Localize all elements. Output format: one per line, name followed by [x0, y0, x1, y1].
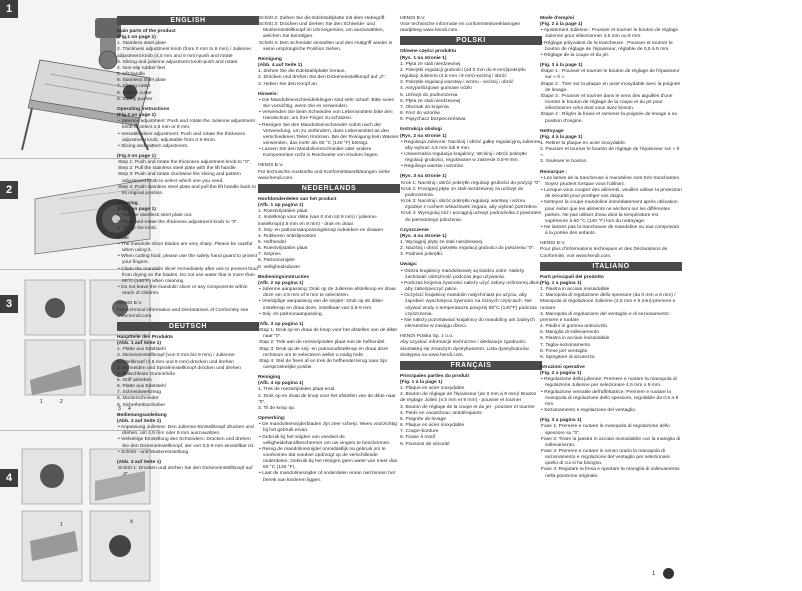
list-item: • Ajustement Julienne : Pousser et tourner le bouton de réglage Julienne pour sélectionner 4,5 mm ou 9 mm.	[541, 28, 679, 40]
brand-logo-icon	[663, 568, 674, 579]
list-item: 3. Podnieś pokrętło.	[400, 252, 444, 258]
list-item: • Regolazione della julienne: Premere e ruotare la manopola di regolazione Julienne per selezionare 4,5 mm o 9 mm.	[541, 377, 677, 389]
list-item: 3. Manopola di regolazione del ventaglio e di sezionamento: premere e ruotare	[540, 311, 670, 323]
figure-reference: (Afb. 3 op pagina 1)	[258, 321, 304, 327]
list-item: 4. Rutschfeste Gummifüße	[117, 371, 176, 377]
figure-reference: (Rys. 4 na stronie 1)	[400, 233, 447, 239]
section-heading: Cleaning	[117, 201, 138, 207]
list-item: 2. Dickeneinstellknopf (von 0 mm bis 9 mm) / Julienne-Einstellknopf (4,5 mm und 9 mm)-drücken und drehen	[117, 353, 236, 365]
section-heading: Uwaga:	[400, 262, 418, 268]
step-label: 1	[40, 399, 43, 405]
figure-reference: (Abb. 1 auf Seite 1)	[117, 341, 162, 347]
list-item: Stap 4: Stel de frees af en trek de hefhendel terug naar zijn oorspronkelijke positie.	[259, 358, 388, 370]
company-name: HENDI B.V.	[540, 241, 566, 247]
list-item: Étape 1 : Pousser et tourner le bouton de réglage de l'épaisseur sur « 0 ».	[541, 69, 680, 81]
figure-reference: (Rys. 2 na stronie 1)	[400, 133, 447, 139]
list-item: 3. Bouton de réglage de la coupe et du jet - pousser et tourner	[400, 404, 535, 410]
list-item: 1. Plaque en acier inoxydable	[400, 386, 465, 392]
list-item: Fase 3: Premere e ruotare in senso orario la manopola di sezionamento e regolazione del ventaglio per selezionare quello di cui si ha bisogno.	[541, 449, 670, 467]
company-info: Pour plus d'informations techniques et des Déclarations de Conformité, voir www.hendi.com.	[540, 247, 668, 259]
list-item: 1. Platte aus Edelstahl	[117, 347, 166, 353]
list-item: 6. Stainless steel plate	[117, 78, 166, 84]
list-item: 7. Coupe-bordure	[400, 429, 439, 435]
list-item: 7. Slicing cutter	[117, 84, 151, 90]
company-info: Voor technische informatie en conformiteitsverklaringen raadpleeg www.hendi.com.	[400, 22, 521, 34]
company-info: Für technische Auskünfte und Konformitätserklärungen siehe www.hendi.com.	[258, 169, 391, 181]
column-3	[400, 16, 542, 448]
list-item: • Die Mandolinenschneiderklingen sind sehr scharf. Bitte seien Sie vorsichtig, wenn Sie es verwenden.	[259, 97, 395, 110]
francais-header: FRANÇAIS	[400, 361, 542, 370]
section-heading: Instrukcja obsługi	[400, 127, 442, 133]
list-item: • Laat de mandolinesnijder of onderdelen ervan niet binnen het bereik van kinderen liggen.	[259, 471, 396, 483]
list-item: Stap 2: Trek aan de roestvrijstalen plaat met de hefhendel.	[259, 340, 386, 346]
list-item: 2. Pokrętło regulacji grubości (od 0 mm do 9 mm)/pokrętło regulacji Julienne (4,5 mm i 9 mm)-wciśnij i obróć	[400, 67, 526, 80]
list-item: Fase 1: Premere e ruotare la manopola di regolazione dello spessore su "0".	[541, 424, 670, 436]
step-label: 3	[118, 406, 121, 412]
section-heading: Principales parties du produit	[400, 373, 470, 379]
figure-reference: (Fig. 2 à la page 1)	[540, 22, 583, 28]
column-4	[540, 16, 682, 480]
list-item: • Julienne adjustment: Push and rotate the Julienne adjustment knob to select 4,5 mm or 9 mm.	[118, 119, 255, 131]
company-name: HENDI B.V.	[258, 163, 284, 169]
section-heading: Reiniging	[258, 375, 281, 381]
list-item: • Verwenden Sie beim Schneiden von Lebensmitteln bitte den Handschutz, um Ihre Finger zu schützen.	[259, 110, 393, 122]
company-info: Aby uzyskać informacje techniczne i deklaracje zgodności skontaktuj się zmaszym dystrybutorem. Lista dystrybutorów dostępna na www.hendi.com.	[400, 340, 529, 358]
list-item: • Anpassung Julienne: Den Julienne-Einstellknopf drücken und drehen, um 4,5 mm oder 9 mm auszuwählen.	[118, 425, 254, 437]
section-heading: Nettoyage	[540, 128, 564, 134]
figure-reference: (Fig. 1 à la page 1)	[400, 379, 443, 385]
list-item: 6. Plaque en acier inoxydable	[400, 423, 465, 429]
list-item: 4. Piedini in gomma antiscivolo	[540, 324, 608, 330]
list-item: • Lorsque vous coupez des aliments, veuillez utiliser la protection de sécurité pour protéger vos doigts.	[541, 188, 682, 200]
figure-number: 2	[0, 181, 18, 199]
list-item: 3. Lift up the knob.	[117, 225, 158, 231]
list-item: • Slicing and pattern adjustment.	[118, 143, 189, 149]
step-label: 4	[128, 406, 131, 412]
list-item: 9. Popychacz bezpieczeństwa	[400, 117, 466, 123]
list-item: • Reinigen Sie den Mandolinenschneider sofort nach der Verwendung, um zu verhindern, dass Lebensmittel an den verschiedenen Teilen trocknen. Bei der Reinigung kein Wasser verwenden, das mehr als 60 °C (140 °F) beträgt.	[259, 122, 399, 146]
list-item: • Ostrza krajalnicy mandolinowej są bardzo ostre. Należy zachować ostrożność podczas jego używania.	[401, 268, 525, 280]
list-item: Krok 1: Naciśnij i obróć pokrętło regulacji grubości do pozycji "0".	[401, 180, 542, 186]
list-item: Step 4: Push stainless steel plate and pull the lift handle back to its original position.	[118, 184, 257, 196]
figure-reference: (Fig.4 on page 1)	[117, 207, 156, 213]
section-heading: Mode d'emploi	[540, 16, 575, 21]
list-item: • De mandolinesnijderbladen zijn zeer scherp. Wees voorzichtig bij het gebruik ervan.	[259, 422, 397, 434]
figure-number: 1	[0, 0, 18, 18]
x-label: x	[130, 519, 133, 525]
list-item: 1. Ziehen Sie die Edelstahlplatte heraus.	[258, 69, 346, 75]
list-item: 1. Pull the stainless steel plate out.	[117, 213, 193, 219]
list-item: 2. Naciśnij i obróć pokrętło regulacji grubości do położenia "0".	[400, 246, 535, 252]
deutsch-header: DEUTSCH	[117, 322, 259, 331]
figure-reference: (Afb. 4 op pagina 1)	[258, 381, 304, 387]
list-item: 6. Platte aus Edelstahl	[117, 384, 166, 390]
list-item: 7. Schneidwerkzeug	[117, 390, 162, 396]
section-heading: Hinweis:	[258, 91, 279, 97]
italiano-header: ITALIANO	[540, 262, 682, 271]
list-item: • Regulacja Julienne: Naciśnij i obróć gałkę regulacyjną Julienne, aby wybrać 4,5 mm lub 9 mm.	[401, 139, 542, 151]
section-heading: Istruzioni operative	[540, 364, 585, 370]
figure-number: 3	[0, 295, 18, 313]
list-item: • Oczyścić krajalnicę mandolin natychmiast po użyciu, aby zapobiec wyschnięciu żywności na różnych częściach. Nie używać wody o temperaturze powyżej 60°C (140°F) podczas czyszczenia.	[401, 293, 537, 317]
figure-reference: (Fig. 4 à la page 1)	[540, 134, 583, 140]
list-item: 8. Frez do wzorów	[400, 111, 440, 117]
list-item: 3. Til de knop op.	[258, 405, 296, 411]
list-item: 7. Snijmes	[258, 252, 281, 258]
section-heading: Remarque :	[540, 169, 567, 175]
list-item: Étape 2 : Tirer sur la plaque en acier inoxydable avec la poignée de levage.	[541, 81, 681, 93]
list-item: Étape 3 : Pousser et tourner dans le sens des aiguilles d'une montre le bouton de réglage de la coupe et du jet pour sélectionner celui dont vous avez besoin.	[541, 93, 673, 112]
figure-reference: (Fig. 3 à la page 1)	[540, 63, 583, 69]
list-item: • Snij- en patroonaanpassing.	[259, 311, 323, 317]
list-item: 5. Lift handle	[117, 72, 146, 78]
list-item: 2. Bouton de réglage de l'épaisseur (de 0 mm à 9 mm)/ Bouton de réglage Julien (4,5 mm et 9 mm) - pousser et tourner	[400, 392, 537, 404]
section-heading: Main parts of the product	[117, 29, 176, 34]
list-item: • Schnitt - und Mustereinstellung.	[118, 449, 190, 455]
list-item: Krok 3: Naciśnij i obróć pokrętło regulacji warstwy i wzoru zgodnie z ruchem wskazówek zegara, aby wybrać potrzebne.	[401, 199, 539, 211]
list-item: 5. Maniglia di sollevamento	[540, 330, 599, 336]
list-item: 3. Soulever le bouton.	[540, 159, 588, 165]
list-item: 1. Retirer la plaque en acier inoxydable.	[540, 140, 627, 146]
figure-reference: (Fig. 1 a pagina 1)	[540, 280, 582, 286]
list-item: 6. Piastra in acciaio inossidabile	[540, 336, 610, 342]
list-item: 8. Pattern cutter	[117, 90, 152, 96]
list-item: 8. Patroonsnijder	[258, 258, 295, 264]
polski-header: POLSKI	[400, 36, 542, 45]
figure-reference: (Abb. 2 auf Seite 1)	[117, 418, 162, 424]
list-item: 3. Heben Sie den Knopf an.	[258, 81, 319, 87]
list-item: 3. Pokrętło regulacji warstwy i wzoru - wciśnij i obróć	[400, 80, 514, 86]
list-item: 1. Piastra in acciaio inossidabile	[540, 287, 610, 293]
list-item: Krok 2: Pociągnij płytę ze stali nierdzewnej za uchwyt do podnoszenia.	[401, 186, 524, 198]
list-item: • The mandolin slicer blades are very sharp. Please be careful when using it.	[118, 242, 253, 254]
figure-reference: (Fig.3 on page 1)	[117, 153, 156, 159]
list-item: Schritt 1: Drücken und drehen Sie den Dickeneinstellknopf auf „0".	[118, 466, 253, 478]
section-heading: Czyszczenie	[400, 227, 429, 233]
figure-reference: (Fig.2 on page 1)	[117, 113, 156, 119]
list-item: Schritt 2: Ziehen Sie die Edelstahlplatte mit dem Hebegriff.	[259, 16, 386, 21]
list-item: • Sezionamento e regolazione del ventaglio.	[541, 408, 637, 414]
list-item: 4. Rubberen antislipvoeten	[258, 233, 317, 239]
list-item: Fase 2: Tirare la piastra in acciaio inossidabile con la maniglia di sollevamento.	[541, 436, 681, 448]
list-item: 2. Pousser et tourner le bouton de réglage de l'épaisseur sur « 0 ».	[540, 147, 680, 159]
section-heading: Hauptteile des Produkts	[117, 334, 173, 340]
list-item: 2. Manopola di regolazione dello spessore (da 0 mm a 9 mm) / Manopola di regolazione Julienne (4,5 mm e 9 mm)-premere e ruotare	[540, 293, 676, 311]
figure-reference: (Fig. 3 a pagina 1)	[540, 418, 582, 424]
company-name: HENDI B.V.	[400, 16, 426, 21]
list-item: • Réglage de la coupe et du jet.	[541, 52, 610, 58]
column-2	[258, 16, 400, 484]
list-item: • Nettoyez la coupe-mandoline immédiatement après utilisation pour éviter que les aliments ne sèchent sur les différentes parties. Ne pas utiliser d'eau dont la température est supérieure à 60 °C (140 °F) lors du nettoyage.	[541, 200, 678, 224]
list-item: Schritt 4: Den Schneider einstellen und den Hubgriff wieder in seine ursprüngliche Position ziehen.	[259, 40, 393, 52]
list-item: • Clean the mandolin slicer immediately after use to prevent food from drying on the blades. Do not use water that is more than 60°C (140°F) when cleaning.	[118, 266, 258, 284]
list-item: • Julienne aanpassing: Druk op de Julienne afstelknop en draai deze om 4,5 mm of 9 mm te selecteren.	[259, 287, 396, 299]
section-heading: Bedieningsinstructies	[258, 274, 310, 280]
company-name: HENDI Polska Sp. z o.o.	[400, 334, 454, 340]
list-item: 5. Hefhendel	[258, 240, 286, 245]
column-1	[117, 14, 259, 478]
company-info: For technical information and Declarations of Conformity see www.hendi.com.	[117, 307, 249, 319]
figure-reference: (Afb. 2 op pagina 1)	[258, 280, 304, 286]
section-heading: Główne części produktu	[400, 49, 457, 55]
list-item: 5. Griff anheben	[117, 377, 152, 383]
english-header: ENGLISH	[117, 16, 259, 25]
list-item: Krok 4: Wyreguluj nóż i pociągnij uchwyt podnośnika z powrotem do pierwotnego położenia.	[401, 211, 542, 223]
nederlands-header: NEDERLANDS	[258, 184, 400, 193]
parts-list	[117, 41, 259, 103]
list-item: 9. Safety pusher	[117, 96, 153, 102]
list-item: 1. Stainless steel plate	[117, 41, 166, 47]
figure-number: 4	[0, 469, 18, 487]
list-item: 3. Schneiden und Spiraleinstellknopf drücken und drehen	[117, 365, 241, 371]
list-item: • Do not leave the mandolin slicer or any components within reach of children.	[118, 285, 248, 297]
section-heading: Hoofdonderdelen van het product	[258, 196, 337, 202]
list-item: 4. Non-slip rubber feet	[117, 65, 166, 71]
list-item: 3. Slicing and julienne adjustment knob-push and rotate	[117, 59, 238, 65]
knife-label: 1	[60, 522, 63, 528]
list-item: 8. Fraise à motif	[400, 435, 436, 441]
list-item: 1. Wyciągnij płytę ze stali nierdzewnej.	[400, 240, 484, 245]
list-item: 7. Taglia-sezionamento	[540, 342, 591, 348]
figure-reference: (Rys. 3 na stronie 1)	[400, 174, 447, 180]
list-item: 9. Spingitore di sicurezza	[540, 354, 595, 360]
list-item: 9. Veiligheidsduwer	[258, 264, 301, 270]
figure-reference: (Afb. 1 op pagina 1)	[258, 203, 304, 209]
list-item: Step 2: Pull the stainless steel plate with the lift handle.	[118, 166, 238, 172]
figure-reference: (Abb. 4 auf Seite 1)	[258, 63, 303, 69]
list-item: Stap 1: Druk op en draai de knop voor het afstellen van de dikte naar "0".	[259, 328, 398, 340]
list-item: • Lassen Sie den Mandolinenschneider oder andere Komponenten nicht in Reichweite von Kindern liegen.	[259, 147, 379, 159]
list-item: 1. Trek de roestvrijstalen plaat eruit.	[258, 387, 336, 393]
company-name: HENDI B.V.	[117, 301, 143, 307]
list-item: 6. Roestvrijstalen plaat	[258, 246, 308, 252]
list-item: Étape 4 : Régler la fraise et ramener la poignée de levage à sa position d'origine.	[541, 112, 677, 124]
section-heading: Bedienungsanleitung	[117, 412, 167, 418]
list-item: 2. Push and rotate the thickness adjustment knob to "0".	[117, 219, 239, 225]
list-item: • Vielseitige Einstellung des Schneiders: Drücken und drehen Sie den Dickeneinstellknopf, der von 0,5-9 mm einstellbar ist.	[118, 437, 255, 449]
list-item: • Gebruik bij het snijden van voedsel de veiligheidshandbeschermer om uw vingers te beschermen.	[259, 434, 391, 446]
section-heading: Reinigung	[258, 56, 282, 62]
list-item: • Versatile slicer adjustment: Push and rotate the thickness adjustment knob, adjustable from 0.5-9mm.	[118, 131, 246, 143]
list-item: • Réglage polyvalent de la trancheuse : Pousser et tourner le bouton de réglage de l'épaisseur, réglable de 0,5 à 9 mm.	[541, 40, 673, 52]
list-item: 2. Druk op en draai de knop voor het afstellen van de dikte naar "0".	[258, 393, 396, 405]
list-item: 6. Płyta ze stali nierdzewnej	[400, 98, 461, 104]
list-item: • Ne laissez pas la trancheuse de mandoline ou tout composant à la portée des enfants.	[541, 225, 679, 237]
list-item: 4. Pieds en caoutchouc antidérapants	[400, 410, 482, 416]
section-heading: Opmerking:	[258, 416, 286, 422]
list-item: 9. Poussoir de sécurité	[400, 441, 450, 447]
list-item: • Nie należy pozostawiać krajalnicy do mandoliny ani żadnych elementów w zasięgu dzieci.	[401, 317, 535, 330]
list-item: 5. Uchwyt do podnoszenia	[400, 92, 458, 98]
list-item: Step 3: Push and rotate clockwise the slicing and pattern adjustment knob to select which one you need.	[118, 172, 241, 184]
figure-reference: (Fig. 2 a pagina 1)	[540, 371, 582, 377]
figure-reference: (Fig.1 on page 1)	[117, 35, 156, 41]
list-item: 4. Antypoślizgowe gumowe nóżki	[400, 86, 472, 92]
list-item: • Uniwersalna regulacja krajalnicy: Wciśnij i obróć pokrętło regulacji grubości, regulowane w zakresie 0,5-9 mm.	[401, 151, 527, 164]
list-item: 2. Drücken und drehen Sie den Dickeneinstellknopf auf „0".	[258, 75, 387, 81]
figure-reference: (Rys. 1 na stronie 1)	[400, 55, 447, 61]
list-item: 2. Thickness adjustment knob (from 0 mm to 9 mm) / Julienne adjustment knob (4,5 mm and 9 mm)-push and rotate	[117, 47, 251, 59]
list-item: Fase 4: Regolare la fresa e riportare la maniglia di sollevamento nella posizione originale.	[541, 467, 680, 479]
list-item: 9. Sicherheitsschieber	[117, 402, 166, 408]
list-item: 5. Poignée de levage	[400, 416, 446, 422]
list-item: 8. Frese per ventaglio	[540, 348, 588, 354]
list-item: 1. Płyta ze stali nierdzewnej	[400, 61, 461, 67]
list-item: • When cutting food, please use the safety hand guard to protect your fingers.	[118, 254, 258, 266]
page-number: 1	[652, 571, 656, 577]
list-item: 7. Obcinak do krojenia	[400, 104, 449, 110]
list-item: • Reinig de mandolinesnijder onmiddellijk na gebruik om te voorkomen dat voedsel opdroogt op de verschillende onderdelen. Gebruik bij het reinigen geen water van meer dan 60 °C (140 °F).	[259, 446, 398, 471]
list-item: • Podczas krojenia żywności należy użyć osłony ochronnej dłoni, aby zabezpieczyć palce.	[401, 280, 541, 293]
section-heading: Parti principali del prodotto	[540, 274, 604, 280]
list-item: • Regulacja warstw i wzorów.	[401, 164, 464, 170]
section-heading: Note:	[117, 235, 130, 241]
list-item: 2. Instelknop voor dikte (van 0 mm tot 9 mm) / julienne-instelknop(4,5 mm en 9 mm) - druk en draai	[258, 215, 378, 227]
list-item: Schritt 3: Drücken und drehen Sie den Schneide- und Mustereinstellknopf im Uhrzeigersinn, um auszuwählen, welchen Sie benötigen.	[259, 22, 384, 40]
list-item: 3. Snij- en patroonaanpassingsknop indrukken en draaien	[258, 227, 384, 233]
list-item: 8. Musterschneider	[117, 396, 159, 402]
list-item: 1. Roestvrijstalen plaat	[258, 209, 308, 215]
list-item: Stap 3: Druk op de snij- en patroonafstelknop en draai deze rechtsom om te selecteren welke u nodig hebt.	[259, 346, 389, 358]
list-item: • Veelzijdige aanpassing van de snijder: Druk op de dikte-instelknop en draai deze, instelbaar van 0,5-9 mm.	[259, 299, 384, 311]
list-item: • Regolazione versatile dell'affettatrice: Premere e ruotare la manopola di regolazione dello spessore, regolabile da 0,5 a 9 mm.	[541, 389, 679, 407]
step-label: 2	[60, 399, 63, 405]
section-heading: Operating instructions	[117, 106, 170, 112]
list-item: Step 1: Push and rotate the thickness adjustment knob to "0".	[118, 160, 251, 166]
figure-reference: (Abb. 3 auf Seite 1)	[117, 459, 162, 465]
list-item: • Les lames de la trancheuse à mandoline sont très tranchantes. Soyez prudent lorsque vous l'utilisez.	[541, 175, 681, 187]
